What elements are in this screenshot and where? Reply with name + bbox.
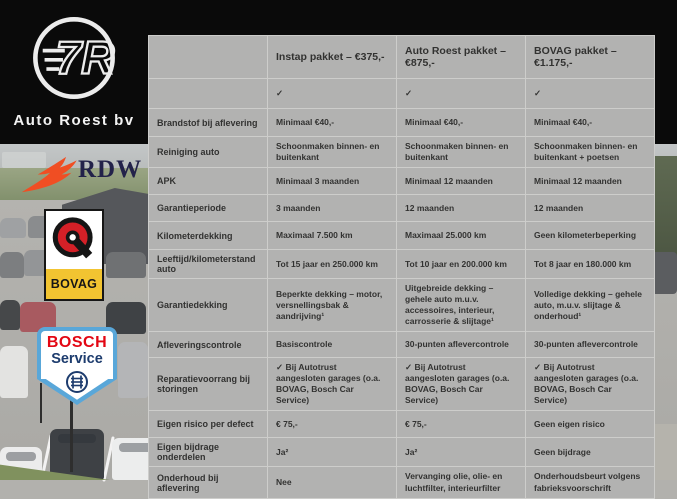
rdw-wordmark: RDW — [78, 156, 143, 183]
bosch-armature-icon — [65, 370, 89, 394]
cell-instap: Basiscontrole — [268, 332, 397, 358]
column-header-autoroest: Auto Roest pakket – €875,- — [397, 36, 526, 79]
cell-instap: Tot 15 jaar en 250.000 km — [268, 250, 397, 279]
row-label: Leeftijd/kilometerstand auto — [149, 250, 268, 279]
row-label: APK — [149, 168, 268, 195]
column-header-blank — [149, 36, 268, 79]
svg-text:7R: 7R — [55, 31, 115, 84]
cell-autoroest: Vervanging olie, olie- en luchtfilter, interieurfilter — [397, 467, 526, 498]
row-label: Eigen risico per defect — [149, 411, 268, 438]
cell-bovag: Geen kilometerbeperking — [526, 222, 655, 250]
cell-autoroest: Minimaal 12 maanden — [397, 168, 526, 195]
table-header — [149, 36, 655, 79]
column-header-instap: Instap pakket – €375,- — [268, 36, 397, 79]
cell-instap: Ja² — [268, 438, 397, 467]
table-row — [149, 467, 655, 498]
table-row — [149, 195, 655, 222]
cell-bovag: ✓ Bij Autotrust aangesloten garages (o.a. BOVAG, Bosch Car Service) — [526, 358, 655, 411]
cell-bovag: Volledige dekking – gehele auto, m.u.v. slijtage & onderhoud¹ — [526, 279, 655, 332]
cell-autoroest: 12 maanden — [397, 195, 526, 222]
rdw-swoosh-icon — [20, 154, 82, 196]
row-label: Afleveringscontrole — [149, 332, 268, 358]
windshield — [6, 452, 36, 461]
package-table-body — [149, 79, 655, 499]
row-label: Eigen bijdrage onderdelen — [149, 438, 268, 467]
bosch-service-text: Service — [51, 351, 103, 368]
package-comparison-table — [148, 35, 655, 499]
cell-autoroest: Maximaal 25.000 km — [397, 222, 526, 250]
row-label: Garantieperiode — [149, 195, 268, 222]
table-row — [149, 168, 655, 195]
parked-car — [106, 252, 146, 278]
cell-bovag: Onderhoudsbeurt volgens fabrieksvoorschrift — [526, 467, 655, 498]
cell-instap: ✓ — [268, 79, 397, 109]
cell-bovag: ✓ — [526, 79, 655, 109]
cell-instap: 3 maanden — [268, 195, 397, 222]
cell-instap: Minimaal 3 maanden — [268, 168, 397, 195]
cell-autoroest: ✓ — [397, 79, 526, 109]
cell-bovag: Schoonmaken binnen- en buitenkant + poetsen — [526, 137, 655, 168]
table-row — [149, 358, 655, 411]
cell-instap: ✓ Bij Autotrust aangesloten garages (o.a. BOVAG, Bosch Car Service) — [268, 358, 397, 411]
cell-instap: Beperkte dekking – motor, versnellingsbak & aandrijving¹ — [268, 279, 397, 332]
row-label: Reiniging auto — [149, 137, 268, 168]
cell-autoroest: € 75,- — [397, 411, 526, 438]
parked-car — [0, 218, 26, 238]
cell-autoroest: Tot 10 jaar en 200.000 km — [397, 250, 526, 279]
cell-autoroest: 30-punten aflevercontrole — [397, 332, 526, 358]
cell-autoroest: Ja² — [397, 438, 526, 467]
row-label: Kilometerdekking — [149, 222, 268, 250]
parked-car-black-suv — [50, 429, 104, 480]
table-row — [149, 332, 655, 358]
bosch-badge-chevron — [37, 379, 117, 405]
windshield — [58, 434, 97, 443]
cell-bovag: Minimaal €40,- — [526, 109, 655, 137]
cell-instap: Schoonmaken binnen- en buitenkant — [268, 137, 397, 168]
cell-bovag: Geen eigen risico — [526, 411, 655, 438]
cell-bovag: 30-punten aflevercontrole — [526, 332, 655, 358]
table-row — [149, 438, 655, 467]
bovag-wordmark: BOVAG — [50, 277, 98, 291]
column-header-bovag: BOVAG pakket – €1.175,- — [526, 36, 655, 79]
row-label: Reparatievoorrang bij storingen — [149, 358, 268, 411]
company-name: Auto Roest bv — [13, 112, 135, 129]
cell-instap: € 75,- — [268, 411, 397, 438]
bovag-band — [46, 269, 102, 299]
auto-roest-logo-icon — [26, 12, 122, 104]
table-row — [149, 222, 655, 250]
cell-instap: Nee — [268, 467, 397, 498]
header-row — [149, 36, 655, 79]
parked-car — [0, 346, 28, 398]
cell-bovag: 12 maanden — [526, 195, 655, 222]
cell-autoroest: Uitgebreide dekking – gehele auto m.u.v. accessoires, interieur, carrosserie & slijtage¹ — [397, 279, 526, 332]
bosch-service-logo — [37, 327, 117, 405]
row-label: Garantiedekking — [149, 279, 268, 332]
cell-bovag: Geen bijdrage — [526, 438, 655, 467]
cell-instap: Maximaal 7.500 km — [268, 222, 397, 250]
bosch-wordmark: BOSCH — [46, 334, 108, 351]
cell-bovag: Tot 8 jaar en 180.000 km — [526, 250, 655, 279]
cell-bovag: Minimaal 12 maanden — [526, 168, 655, 195]
cell-instap: Minimaal €40,- — [268, 109, 397, 137]
row-label: Brandstof bij aflevering — [149, 109, 268, 137]
table-row — [149, 250, 655, 279]
table-row — [149, 411, 655, 438]
bovag-logo — [44, 209, 104, 301]
table-row — [149, 79, 655, 109]
parked-car — [118, 342, 148, 398]
row-label: Onderhoud bij aflevering — [149, 467, 268, 498]
cell-autoroest: ✓ Bij Autotrust aangesloten garages (o.a. BOVAG, Bosch Car Service) — [397, 358, 526, 411]
cell-autoroest: Schoonmaken binnen- en buitenkant — [397, 137, 526, 168]
cell-autoroest: Minimaal €40,- — [397, 109, 526, 137]
table-row — [149, 109, 655, 137]
parked-car — [0, 300, 20, 330]
table-row — [149, 279, 655, 332]
bovag-wheel-icon — [47, 213, 102, 269]
row-label — [149, 79, 268, 109]
parked-car — [0, 252, 24, 278]
table-row — [149, 137, 655, 168]
